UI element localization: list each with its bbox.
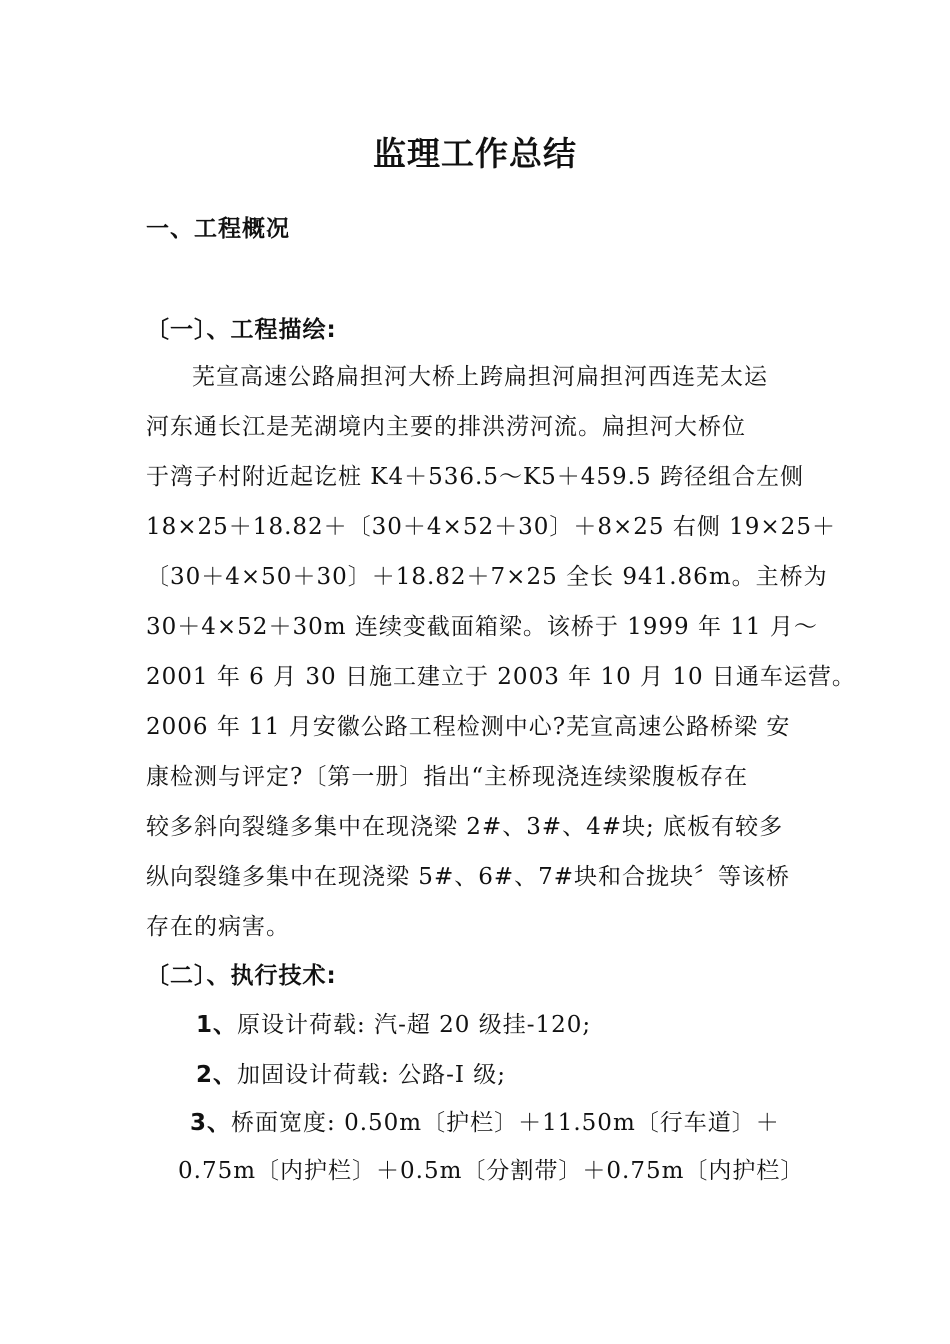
list-item-text: 桥面宽度: 0.50m〔护栏〕＋11.50m〔行车道〕＋ [231,1110,780,1136]
section-heading-overview: 一、工程概况 [146,216,290,242]
list-item [190,1104,780,1137]
list-item-continuation: 0.75m〔内护栏〕＋0.5m〔分割带〕＋0.75m〔内护栏〕 [178,1158,805,1184]
paragraph-line: 〔30＋4×50＋30〕＋18.82＋7×25 全长 941.86m。主桥为 [146,564,828,590]
list-item [196,1056,506,1089]
subsection-heading-description: 〔一〕、工程描绘: [146,317,337,343]
paragraph-line: 康检测与评定?〔第一册〕指出“主桥现浇连续梁腹板存在 [146,764,749,790]
paragraph-line: 河东通长江是芜湖境内主要的排洪涝河流。扁担河大桥位 [146,414,746,440]
paragraph-line: 30＋4×52＋30m 连续变截面箱梁。该桥于 1999 年 11 月～ [146,614,818,640]
list-item-text: 加固设计荷载: 公路-Ⅰ 级; [237,1062,506,1088]
list-item-text: 原设计荷载: 汽-超 20 级挂-120; [237,1012,592,1038]
paragraph-line: 2001 年 6 月 30 日施工建立于 2003 年 10 月 10 日通车运营。 [146,664,856,690]
list-item-number: 3、 [190,1110,232,1136]
list-item [196,1006,591,1039]
paragraph-line: 纵向裂缝多集中在现浇梁 5#、6#、7#块和合拢块〞等该桥 [146,864,791,890]
subsection-heading-technical: 〔二〕、执行技术: [146,963,337,989]
paragraph-line: 于湾子村附近起讫桩 K4＋536.5～K5＋459.5 跨径组合左侧 [146,464,804,490]
paragraph-line: 2006 年 11 月安徽公路工程检测中心?芜宣高速公路桥梁 安 [146,714,791,740]
description-paragraph [146,352,856,952]
paragraph-line: 芜宣高速公路扁担河大桥上跨扁担河扁担河西连芜太运 [192,364,768,390]
paragraph-line: 较多斜向裂缝多集中在现浇梁 2#、3#、4#块; 底板有较多 [146,814,784,840]
list-item-number: 1、 [196,1012,238,1038]
document-title: 监理工作总结 [373,134,577,173]
list-item-number: 2、 [196,1062,238,1088]
paragraph-line: 18×25＋18.82＋〔30＋4×52＋30〕＋8×25 右侧 19×25＋ [146,514,836,540]
paragraph-line: 存在的病害。 [146,914,290,940]
